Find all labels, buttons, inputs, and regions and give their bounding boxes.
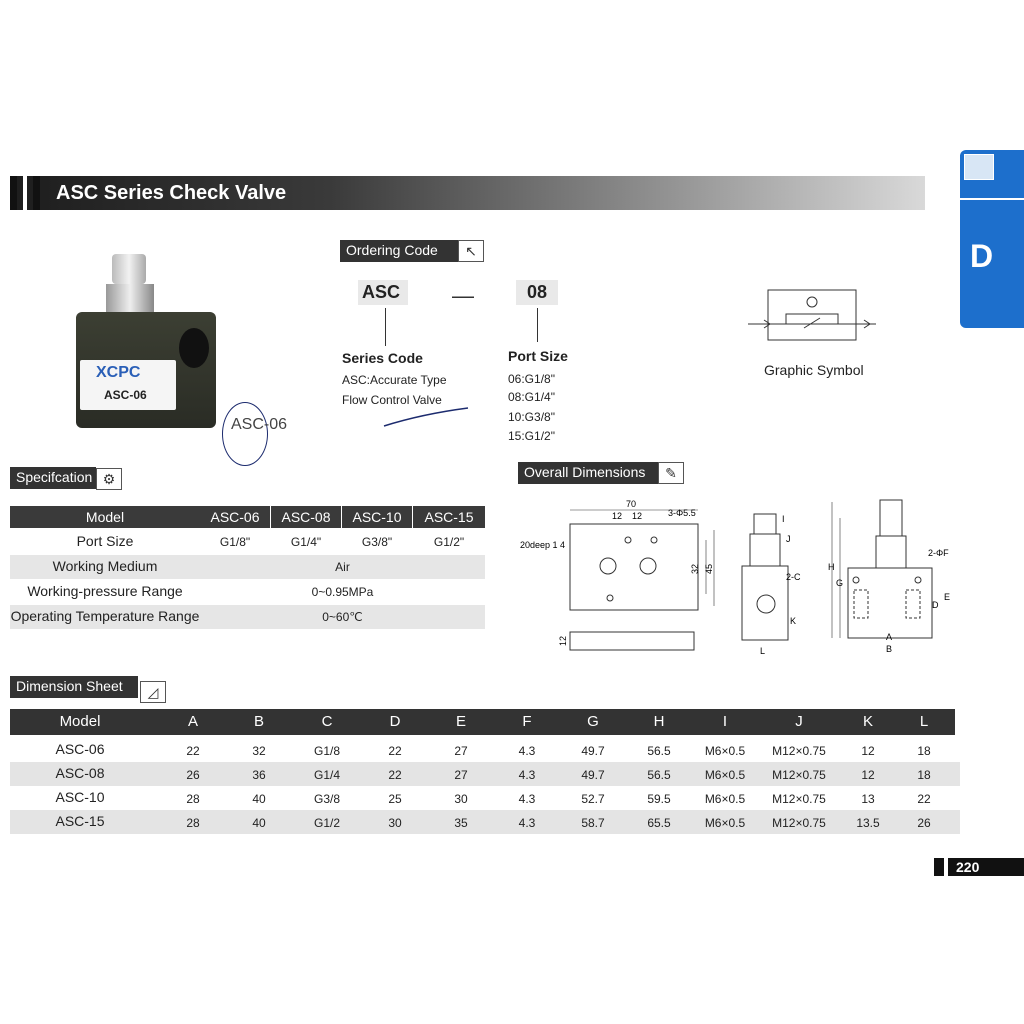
table-cell: 22 [917, 792, 931, 806]
dim-label: 20deep 1 4 [520, 540, 566, 550]
spec-value: 0~60℃ [322, 610, 363, 624]
table-cell: 56.5 [647, 744, 671, 758]
handwritten-circle [222, 402, 268, 466]
dim-label: 2-ΦF [928, 548, 949, 558]
handwritten-note: ASC-06 [231, 416, 288, 433]
series-item: Flow Control Valve [342, 393, 442, 407]
section-letter: D [970, 238, 994, 274]
dim-col-h: H [653, 713, 665, 730]
table-cell: 25 [388, 792, 402, 806]
port-leader-line [537, 308, 538, 342]
table-cell: 22 [388, 744, 402, 758]
table-cell: G1/4 [313, 768, 340, 782]
spec-value: G1/8" [219, 535, 251, 549]
spec-value: G1/2" [433, 535, 465, 549]
knob-cap [112, 254, 146, 284]
table-cell: 27 [454, 744, 468, 758]
port-item: 06:G1/8" [508, 372, 555, 386]
table-cell: 28 [186, 816, 200, 830]
spec-row-port-size [10, 530, 485, 554]
dim-col-d: D [389, 713, 401, 730]
product-model: ASC-06 [104, 388, 147, 402]
page-number-text: 220 [956, 859, 980, 875]
table-cell: 13.5 [856, 816, 880, 830]
dim-label: B [886, 644, 893, 654]
table-cell: 40 [252, 816, 266, 830]
table-row [10, 786, 960, 810]
table-cell: 26 [186, 768, 200, 782]
table-cell: M6×0.5 [704, 816, 746, 830]
dim-label: 2-C [786, 572, 801, 582]
table-cell: M12×0.75 [772, 768, 826, 782]
spec-row-medium [10, 555, 485, 579]
dim-col-j: J [795, 713, 803, 730]
dim-col-i: I [722, 713, 728, 730]
dim-label: 45 [704, 563, 714, 574]
table-cell: 18 [917, 768, 931, 782]
dim-col-f: F [522, 713, 532, 730]
spec-row-pressure [10, 580, 485, 604]
graphic-symbol-icon [746, 286, 880, 346]
spec-col-asc06: ASC-06 [200, 506, 270, 528]
port-size-title: Port Size [508, 348, 568, 364]
dim-label: 32 [690, 563, 700, 574]
code-dash: — [452, 283, 474, 308]
table-cell: 28 [186, 792, 200, 806]
series-code-box: ASC [358, 280, 408, 305]
spec-label: Port Size [76, 533, 134, 549]
spec-label: Operating Temperature Range [10, 608, 200, 624]
table-cell: M6×0.5 [704, 744, 746, 758]
table-cell: 52.7 [581, 792, 605, 806]
dim-label: K [790, 616, 797, 626]
table-cell: G1/8 [313, 744, 340, 758]
spec-value: 0~0.95MPa [311, 585, 374, 599]
dim-label: I [782, 514, 785, 524]
table-cell: M6×0.5 [704, 768, 746, 782]
dim-col-a: A [187, 713, 198, 730]
tab-thumbnail [964, 154, 994, 180]
table-cell: 36 [252, 768, 266, 782]
dim-col-e: E [455, 713, 466, 730]
spec-label: Working-pressure Range [27, 583, 183, 599]
spec-col-asc10: ASC-10 [342, 506, 412, 528]
spec-col-asc08: ASC-08 [271, 506, 341, 528]
dim-label: 12 [612, 511, 623, 521]
table-cell: 27 [454, 768, 468, 782]
table-cell: 32 [252, 744, 266, 758]
dim-col-b: B [253, 713, 264, 730]
table-cell: 40 [252, 792, 266, 806]
table-cell: 49.7 [581, 744, 605, 758]
tab-divider [960, 198, 1024, 200]
spec-row-temperature [10, 605, 485, 629]
pencil-icon: ✎ [658, 462, 684, 484]
specification-header: Specifcation [10, 467, 96, 489]
graphic-symbol-label: Graphic Symbol [764, 362, 864, 378]
table-cell: 22 [186, 744, 200, 758]
series-code-title: Series Code [342, 350, 423, 366]
table-cell: 65.5 [647, 816, 671, 830]
product-image [76, 250, 216, 430]
dim-label: G [836, 578, 844, 588]
dimension-table-header [10, 709, 955, 735]
dim-label: D [932, 600, 939, 610]
table-cell: 22 [388, 768, 402, 782]
cursor-arrow-icon: ↖ [458, 240, 484, 262]
table-cell: M12×0.75 [772, 744, 826, 758]
table-cell: ASC-08 [55, 765, 105, 781]
table-row [10, 810, 960, 834]
dim-col-l: L [919, 713, 929, 730]
table-cell: 58.7 [581, 816, 605, 830]
series-leader-line [385, 308, 386, 346]
table-cell: ASC-10 [55, 789, 105, 805]
table-cell: 12 [861, 744, 875, 758]
dim-label: J [786, 534, 791, 544]
dim-col-k: K [862, 713, 873, 730]
dim-label: A [886, 632, 893, 642]
dimension-sheet-header: Dimension Sheet [10, 676, 138, 698]
table-cell: ASC-15 [55, 813, 105, 829]
port-item: 15:G1/2" [508, 429, 555, 443]
dim-label: 3-Φ5.5 [668, 508, 696, 518]
table-cell: G3/8 [313, 792, 340, 806]
dimension-drawing [510, 490, 970, 670]
table-cell: 13 [861, 792, 875, 806]
dim-label: E [944, 592, 951, 602]
table-cell: 4.3 [518, 768, 536, 782]
table-cell: 49.7 [581, 768, 605, 782]
table-cell: 59.5 [647, 792, 671, 806]
page-title: ASC Series Check Valve [56, 182, 287, 204]
table-cell: M12×0.75 [772, 816, 826, 830]
table-cell: ASC-06 [55, 741, 105, 757]
series-item: ASC:Accurate Type [342, 373, 447, 387]
dim-col-c: C [321, 713, 333, 730]
port-item: 08:G1/4" [508, 390, 555, 404]
gears-icon: ⚙ [96, 468, 122, 490]
port-hole [179, 328, 209, 368]
port-item: 10:G3/8" [508, 410, 555, 424]
title-bar [10, 176, 925, 210]
table-cell: 4.3 [518, 816, 536, 830]
table-row [10, 738, 960, 762]
product-brand: XCPC [96, 364, 141, 381]
spec-col-model: Model [10, 506, 200, 528]
table-cell: 12 [861, 768, 875, 782]
table-cell: 4.3 [518, 792, 536, 806]
dim-col-g: G [587, 713, 599, 730]
table-cell: 26 [917, 816, 931, 830]
port-code-box: 08 [516, 280, 558, 305]
table-cell: 18 [917, 744, 931, 758]
table-cell: 56.5 [647, 768, 671, 782]
spec-col-asc15: ASC-15 [413, 506, 485, 528]
spec-value: G1/4" [290, 535, 322, 549]
dim-label: 70 [626, 499, 637, 509]
dim-label: L [760, 646, 766, 656]
table-cell: 35 [454, 816, 468, 830]
dim-label: 12 [632, 511, 643, 521]
spec-label: Working Medium [52, 558, 158, 574]
page-number [934, 858, 1024, 876]
dim-label: H [828, 562, 835, 572]
table-cell: M6×0.5 [704, 792, 746, 806]
table-cell: 30 [388, 816, 402, 830]
spec-value: G3/8" [361, 535, 393, 549]
dim-label: 12 [558, 635, 568, 646]
title-ticks [10, 176, 40, 210]
section-tab[interactable] [960, 150, 1024, 328]
dim-col-model: Model [59, 713, 101, 730]
table-cell: 30 [454, 792, 468, 806]
table-cell: G1/2 [313, 816, 340, 830]
overall-dimensions-header: Overall Dimensions [518, 462, 658, 484]
handwritten-underline [382, 402, 472, 430]
table-row [10, 762, 960, 786]
triangle-ruler-icon: ◿ [140, 681, 166, 703]
spec-value: Air [335, 560, 350, 574]
ordering-code-header: Ordering Code [340, 240, 458, 262]
table-cell: M12×0.75 [772, 792, 826, 806]
table-cell: 4.3 [518, 744, 536, 758]
